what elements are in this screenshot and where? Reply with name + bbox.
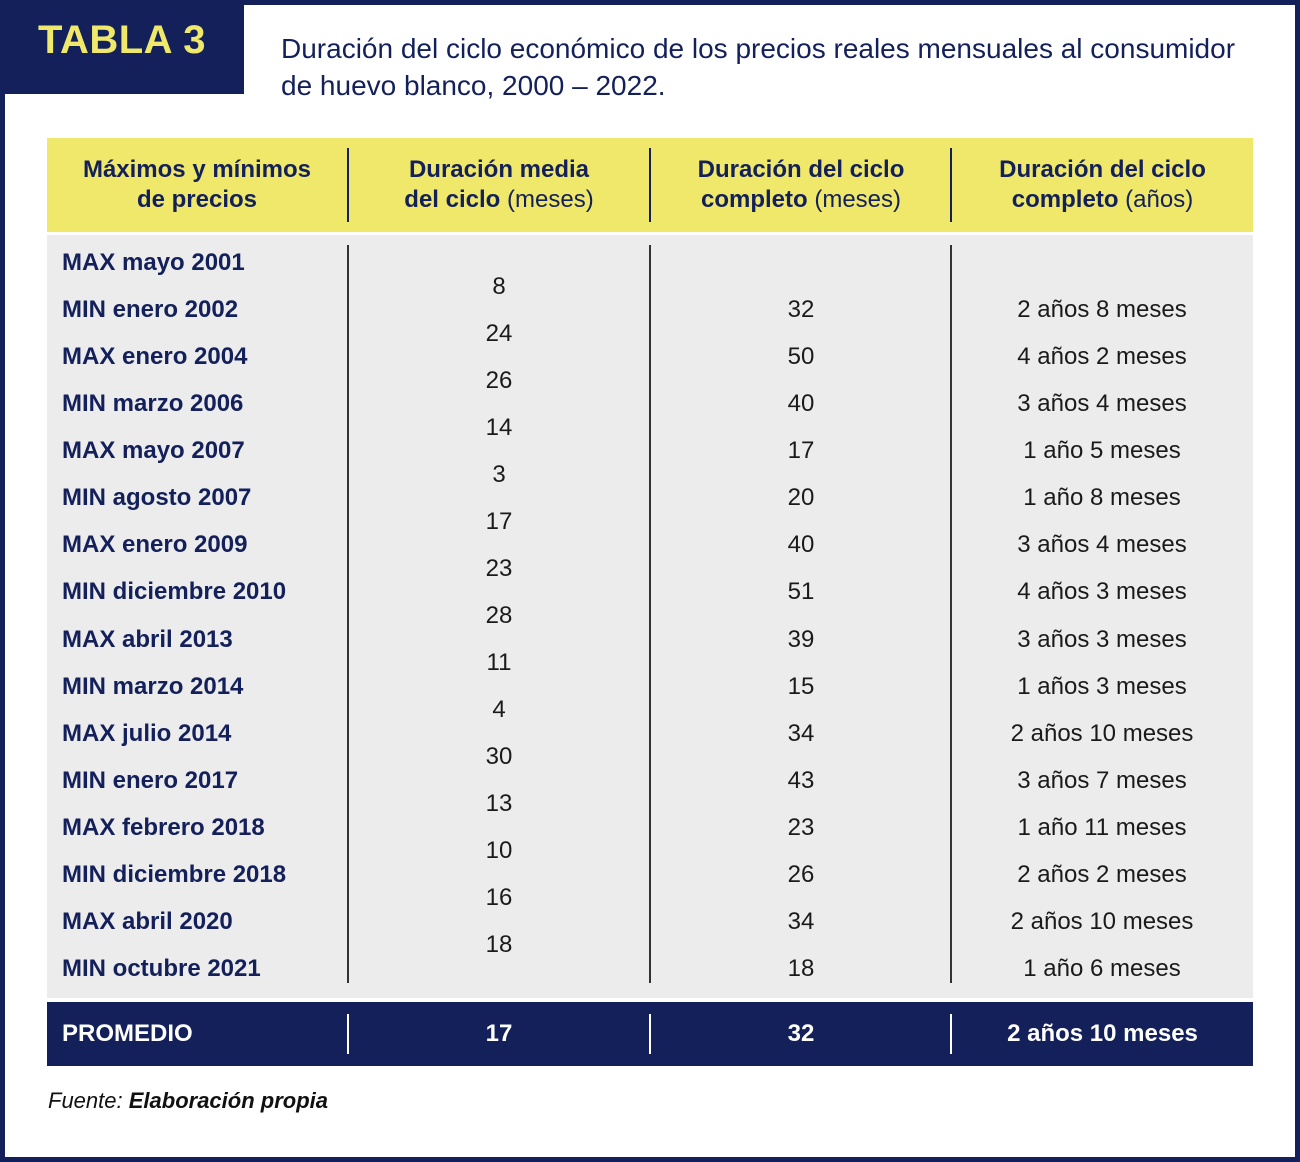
table-number-badge (0, 0, 244, 94)
table-title: Duración del ciclo económico de los precios reales mensuales al consumidor de huevo blanco, 2000 – 2022. (281, 33, 1236, 101)
completo-anios-value: 2 años 10 meses (1010, 907, 1194, 935)
header-cell-completo-meses (651, 138, 951, 232)
completo-anios-value: 1 año 8 meses (1023, 484, 1181, 512)
header-cell-completo-anios (952, 138, 1253, 232)
header-cell-media (349, 138, 649, 232)
media-value: 16 (485, 884, 513, 912)
completo-meses-value: 51 (787, 578, 815, 606)
completo-meses-value: 34 (787, 719, 815, 747)
completo-anios-value: 1 año 5 meses (1023, 437, 1181, 465)
media-value: 8 (492, 272, 506, 300)
row-label: MIN marzo 2014 (62, 672, 244, 700)
completo-meses-value: 32 (787, 296, 815, 324)
completo-meses-value: 23 (787, 813, 815, 841)
media-value: 4 (492, 696, 506, 724)
media-value: 28 (485, 601, 513, 629)
row-label: MAX abril 2020 (62, 907, 233, 935)
media-value: 10 (485, 837, 513, 865)
completo-meses-value: 39 (787, 625, 815, 653)
row-label: MAX abril 2013 (62, 625, 233, 653)
completo-anios-value: 3 años 4 meses (1017, 531, 1187, 559)
media-value: 18 (485, 931, 513, 959)
completo-meses-value: 20 (787, 484, 815, 512)
row-label: MAX febrero 2018 (62, 813, 265, 841)
average-label: PROMEDIO (62, 1020, 193, 1047)
row-label: MAX enero 2009 (62, 531, 248, 559)
header-unit: (años) (1125, 186, 1194, 213)
completo-meses-value: 43 (787, 766, 815, 794)
media-value: 17 (485, 507, 513, 535)
header-cell-extremes (47, 138, 347, 232)
table-number: TABLA 3 (38, 18, 206, 62)
completo-meses-value: 17 (787, 437, 815, 465)
row-label: MIN diciembre 2010 (62, 578, 287, 606)
completo-anios-value: 2 años 8 meses (1017, 296, 1187, 324)
completo-meses-value: 50 (787, 343, 815, 371)
header-label: Duración del ciclo completo (999, 156, 1206, 213)
average-completo-meses: 32 (787, 1020, 815, 1047)
completo-meses-value: 26 (787, 860, 815, 888)
row-label: MAX mayo 2007 (62, 437, 245, 465)
completo-anios-value: 4 años 2 meses (1017, 343, 1187, 371)
row-label: MAX enero 2004 (62, 343, 248, 371)
header-label: Duración media del ciclo (404, 156, 590, 213)
completo-anios-value: 2 años 10 meses (1010, 719, 1194, 747)
media-value: 3 (492, 460, 506, 488)
completo-anios-value: 3 años 7 meses (1017, 766, 1187, 794)
row-label: MIN enero 2002 (62, 296, 239, 324)
completo-anios-value: 1 año 11 meses (1017, 813, 1187, 841)
completo-anios-value: 3 años 3 meses (1017, 625, 1187, 653)
completo-anios-value: 1 años 3 meses (1017, 672, 1187, 700)
media-value: 24 (485, 319, 513, 347)
completo-meses-value: 18 (787, 955, 815, 983)
row-label: MIN enero 2017 (62, 766, 239, 794)
completo-anios-value: 1 año 6 meses (1023, 955, 1181, 983)
media-value: 11 (486, 649, 512, 677)
media-value: 26 (485, 366, 513, 394)
media-value: 14 (485, 413, 513, 441)
media-value: 30 (485, 743, 513, 771)
completo-anios-value: 2 años 2 meses (1017, 860, 1187, 888)
row-label: MIN agosto 2007 (62, 484, 252, 512)
completo-meses-value: 40 (787, 390, 815, 418)
completo-meses-value: 40 (787, 531, 815, 559)
row-label: MAX mayo 2001 (62, 249, 245, 276)
completo-meses-value: 34 (787, 907, 815, 935)
row-label: MIN octubre 2021 (62, 955, 261, 983)
source-note (48, 1088, 328, 1114)
media-value: 23 (485, 554, 513, 582)
media-value: 13 (485, 790, 513, 818)
row-label: MAX julio 2014 (62, 719, 232, 747)
source-prefix: Fuente: (48, 1088, 123, 1113)
header-label: Máximos y mínimos de precios (82, 156, 312, 213)
header-label: Duración del ciclo completo (697, 156, 905, 213)
average-completo-anios: 2 años 10 meses (1007, 1020, 1198, 1047)
source-text: Elaboración propia (128, 1088, 328, 1113)
average-media: 17 (485, 1020, 513, 1047)
completo-anios-value: 4 años 3 meses (1017, 578, 1187, 606)
completo-anios-value: 3 años 4 meses (1017, 390, 1187, 418)
table-header (47, 138, 1253, 232)
header-unit: (meses) (814, 186, 902, 213)
completo-meses-value: 15 (787, 672, 815, 700)
row-label: MIN marzo 2006 (62, 390, 244, 418)
table-average-row (47, 1002, 1253, 1066)
table-body (47, 235, 1253, 998)
row-label: MIN diciembre 2018 (62, 860, 287, 888)
header-unit: (meses) (507, 186, 594, 213)
